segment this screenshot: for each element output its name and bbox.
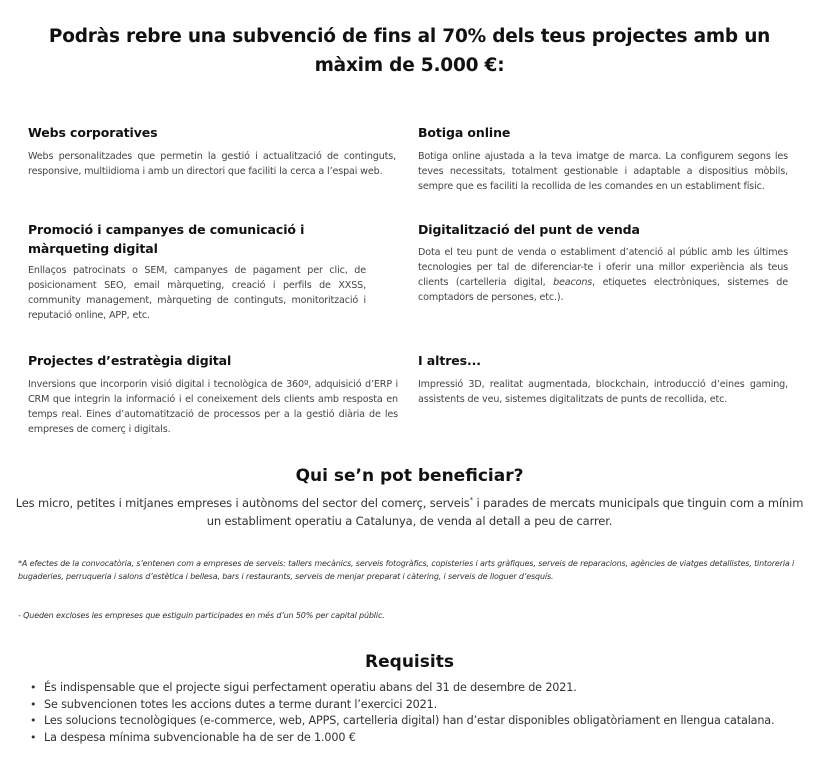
card-description	[418, 245, 788, 305]
beneficiaries-text	[14, 494, 805, 530]
beneficiaries-text-part: i parades de mercats municipals que tinguin com a mínim un establiment operatiu a Catalunya, de venda al detall a peu de carrer.	[206, 496, 804, 528]
card-description-part: , etiquetes electròniques, sistemes de comptadors de persones, etc.).	[418, 277, 788, 303]
service-card-estrategia	[28, 351, 398, 437]
bullet-icon: •	[30, 730, 37, 744]
service-card-botiga	[418, 123, 788, 194]
card-description: Enllaços patrocinats o SEM, campanyes de pagament per clic, de posicionament SEO, email màrqueting, creació i perfils de XXSS, community management, màrqueting de continguts, monitorització i reputació online, APP, etc.	[28, 265, 366, 321]
list-item-text: Les solucions tecnològiques (e-commerce, web, APPS, cartelleria digital) han d’estar disponibles obligatòriament en llengua catalana.	[44, 714, 775, 728]
card-title: I altres...	[418, 353, 481, 368]
list-item-text: Se subvencionen totes les accions dutes a terme durant l’exercici 2021.	[44, 697, 437, 711]
footnote-exclusions: - Queden excloses les empreses que estiguin participades en més d’un 50% per capital públic.	[18, 611, 385, 620]
service-card-punt-venda	[418, 220, 788, 305]
card-title: Projectes d’estratègia digital	[28, 353, 232, 368]
card-description: Inversions que incorporin visió digital i tecnològica de 360º, adquisició d’ERP i CRM que integrin la informació i el coneixement dels clients amb resposta en temps real. Eines d’automatització de processos per a la gestió diària de les empreses de comerç i digitals.	[28, 379, 398, 435]
list-item	[30, 697, 800, 714]
list-item-text: La despesa mínima subvencionable ha de ser de 1.000 €	[44, 730, 356, 744]
list-item	[30, 680, 800, 697]
bullet-icon: •	[30, 697, 37, 711]
page-headline: Podràs rebre una subvenció de fins al 70% dels teus projectes amb un màxim de 5.000 €:	[48, 26, 771, 76]
bullet-icon: •	[30, 714, 37, 728]
beneficiaries-text-part: Les micro, petites i mitjanes empreses i autònoms del sector del comerç, serveis	[15, 496, 470, 510]
requirements-list	[30, 680, 800, 746]
card-title: Webs corporatives	[28, 125, 158, 140]
footnote-marker: *	[469, 496, 473, 505]
card-description: Impressió 3D, realitat augmentada, blockchain, introducció d’eines gaming, assistents de veu, sistemes digitalitzats de punts de recollida, etc.	[418, 379, 788, 405]
service-card-altres	[418, 351, 788, 407]
bullet-icon: •	[30, 681, 37, 694]
card-description-part: Dota el teu punt de venda o establiment d’atenció al públic amb les últimes tecnologies per tal de diferenciar-te i oferir una millor experiència als teus clients (cartelleria digital,	[418, 247, 788, 288]
card-description: Botiga online ajustada a la teva imatge de marca. La configurem segons les teves necessitats, totalment gestionable i adaptable a dispositius mòbils, sempre que es faciliti la recollida de les comandes en un establiment físic.	[418, 151, 788, 192]
card-title: Digitalització del punt de venda	[418, 222, 640, 237]
footnote-services: *A efectes de la convocatòria, s’entenen com a empreses de serveis: tallers mecànics, serveis fotogràfics, copisteries i arts gràfiques, serveis de reparacions, agències de viatges detallistes, tintoreria i bugaderies, perruqueria i salons d’estètica i bellesa, bars i restaurants, serveis de menjar preparat i càtering, i serveis de lloguer d’esquís.	[18, 559, 795, 581]
card-title: Promoció i campanyes de comunicació i màrqueting digital	[28, 222, 305, 256]
card-description-emphasis: beacons	[553, 277, 593, 288]
beneficiaries-heading: Qui se’n pot beneficiar?	[295, 466, 524, 486]
list-item	[30, 713, 800, 730]
list-item-text: És indispensable que el projecte sigui perfectament operatiu abans del 31 de desembre de 2021.	[44, 681, 577, 694]
list-item	[30, 730, 800, 747]
requirements-heading: Requisits	[365, 652, 454, 672]
service-card-webs	[28, 123, 396, 179]
card-title: Botiga online	[418, 125, 511, 140]
card-description: Webs personalitzades que permetin la gestió i actualització de continguts, responsive, multiidioma i amb un directori que faciliti la cerca a l’espai web.	[28, 151, 396, 177]
service-card-promocio	[28, 220, 366, 323]
